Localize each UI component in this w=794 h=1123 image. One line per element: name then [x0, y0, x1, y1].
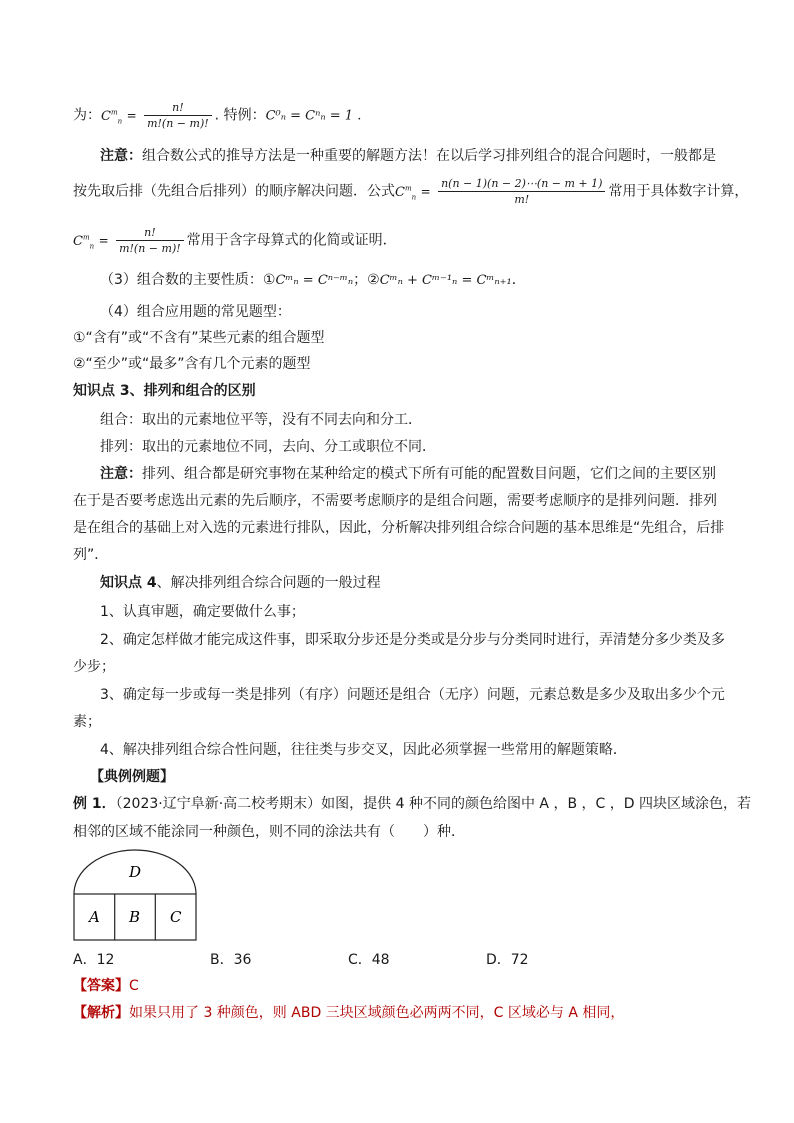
example1-line1: 例 1．（2023·辽宁阜新·高二校考期末）如图，提供 4 种不同的颜色给图中 A ，B ，C ，D 四块区域涂色，若: [73, 796, 751, 812]
examples-header: 【典例例题】: [90, 769, 174, 785]
analysis-line: 【解析】如果只用了 3 种颜色，则 ABD 三块区域颜色必两两不同，C 区域必与 A 相同，: [73, 1005, 625, 1021]
region-label-a: A: [89, 908, 100, 926]
kp3-combination: 组合：取出的元素地位平等，没有不同去向和分工．: [100, 412, 422, 428]
combination-fraction: $\frac{n!}{m!(n - m)!}$: [144, 100, 212, 131]
special-label: . 特例：: [214, 107, 266, 124]
kp3-note-line3: 是在组合的基础上对入选的元素进行排队，因此，分析解决排列组合综合问题的基本思维是“先组合，后排: [73, 520, 725, 536]
kp4-title: 知识点 4、解决排列组合综合问题的一般过程: [100, 575, 381, 591]
kp3-note-line1: 注意：排列、组合都是研究事物在某种给定的模式下所有可能的配置数目问题，它们之间的主要区别: [100, 466, 716, 482]
formula-line: 为：$C^m_n$ = $\frac{n!}{m!(n - m)!}$ . 特例：C⁰ₙ = Cⁿₙ = 1 .: [73, 101, 362, 130]
region-label-c: C: [170, 908, 182, 926]
note1-line1: 注意：组合数公式的推导方法是一种重要的解题方法！在以后学习排列组合的混合问题时，一般都是: [100, 148, 716, 164]
kp4-step2-line2: 少步；: [73, 659, 115, 675]
question-type-2: ②“至少”或“最多”含有几个元素的题型: [73, 356, 311, 372]
formula-prefix: 为：: [73, 107, 101, 124]
kp4-step1: 1、认真审题，确定要做什么事；: [100, 604, 305, 620]
kp3-note-line2: 在于是否要考虑选出元素的先后顺序，不需要考虑顺序的是组合问题，需要考虑顺序的是排列问题．排列: [73, 493, 717, 509]
option-b: B．36: [210, 952, 252, 968]
question-type-1: ①“含有”或“不含有”某些元素的组合题型: [73, 330, 325, 346]
kp3-title: 知识点 3、排列和组合的区别: [73, 383, 256, 399]
special-case: C⁰ₙ = Cⁿₙ = 1 .: [265, 108, 362, 124]
kp4-step3-line2: 素；: [73, 714, 101, 730]
kp4-step4: 4、解决排列组合综合性问题，往往类与步交叉，因此必须掌握一些常用的解题策略．: [100, 742, 627, 758]
option-c: C．48: [348, 952, 390, 968]
option-a: A．12: [73, 952, 115, 968]
region-diagram: [72, 848, 198, 942]
region-label-b: B: [129, 908, 141, 926]
product-fraction: $\frac{n(n - 1)(n - 2)\cdots(n - m + 1)}{m!}$: [438, 176, 605, 207]
property-item3: （3）组合数的主要性质：①Cᵐₙ = Cⁿ⁻ᵐₙ；②Cᵐₙ + Cᵐ⁻¹ₙ = Cᵐₙ₊₁．: [100, 272, 526, 288]
answer-line: 【答案】C: [73, 978, 139, 994]
combination-symbol: $C^m_n$: [101, 108, 123, 126]
note1-line3: $C^m_n$ = $\frac{n!}{m!(n - m)!}$ 常用于含字母算式的化简或证明．: [73, 226, 397, 255]
region-label-d: D: [129, 863, 142, 881]
kp4-step3-line1: 3、确定每一步或每一类是排列（有序）问题还是组合（无序）问题，元素总数是多少及取出多少个元: [100, 687, 725, 703]
note1-line2: 按先取后排（先组合后排列）的顺序解决问题．公式$C^m_n$ = $\frac{n(n - 1)(n - 2)\cdots(n - m + 1)}{m!}$ 常用于具体数字计算，: [73, 177, 749, 206]
option-d: D．72: [486, 952, 529, 968]
kp3-permutation: 排列：取出的元素地位不同，去向、分工或职位不同．: [100, 439, 436, 455]
kp4-step2-line1: 2、确定怎样做才能完成这件事，即采取分步还是分类或是分步与分类同时进行，弄清楚分多少类及多: [100, 632, 725, 648]
property-item4: （4）组合应用题的常见题型：: [100, 304, 291, 320]
factorial-fraction: $\frac{n!}{m!(n - m)!}$: [116, 225, 184, 256]
kp3-note-line4: 列”．: [73, 547, 109, 563]
example1-line2: 相邻的区域不能涂同一种颜色，则不同的涂法共有（ ）种．: [73, 824, 465, 840]
